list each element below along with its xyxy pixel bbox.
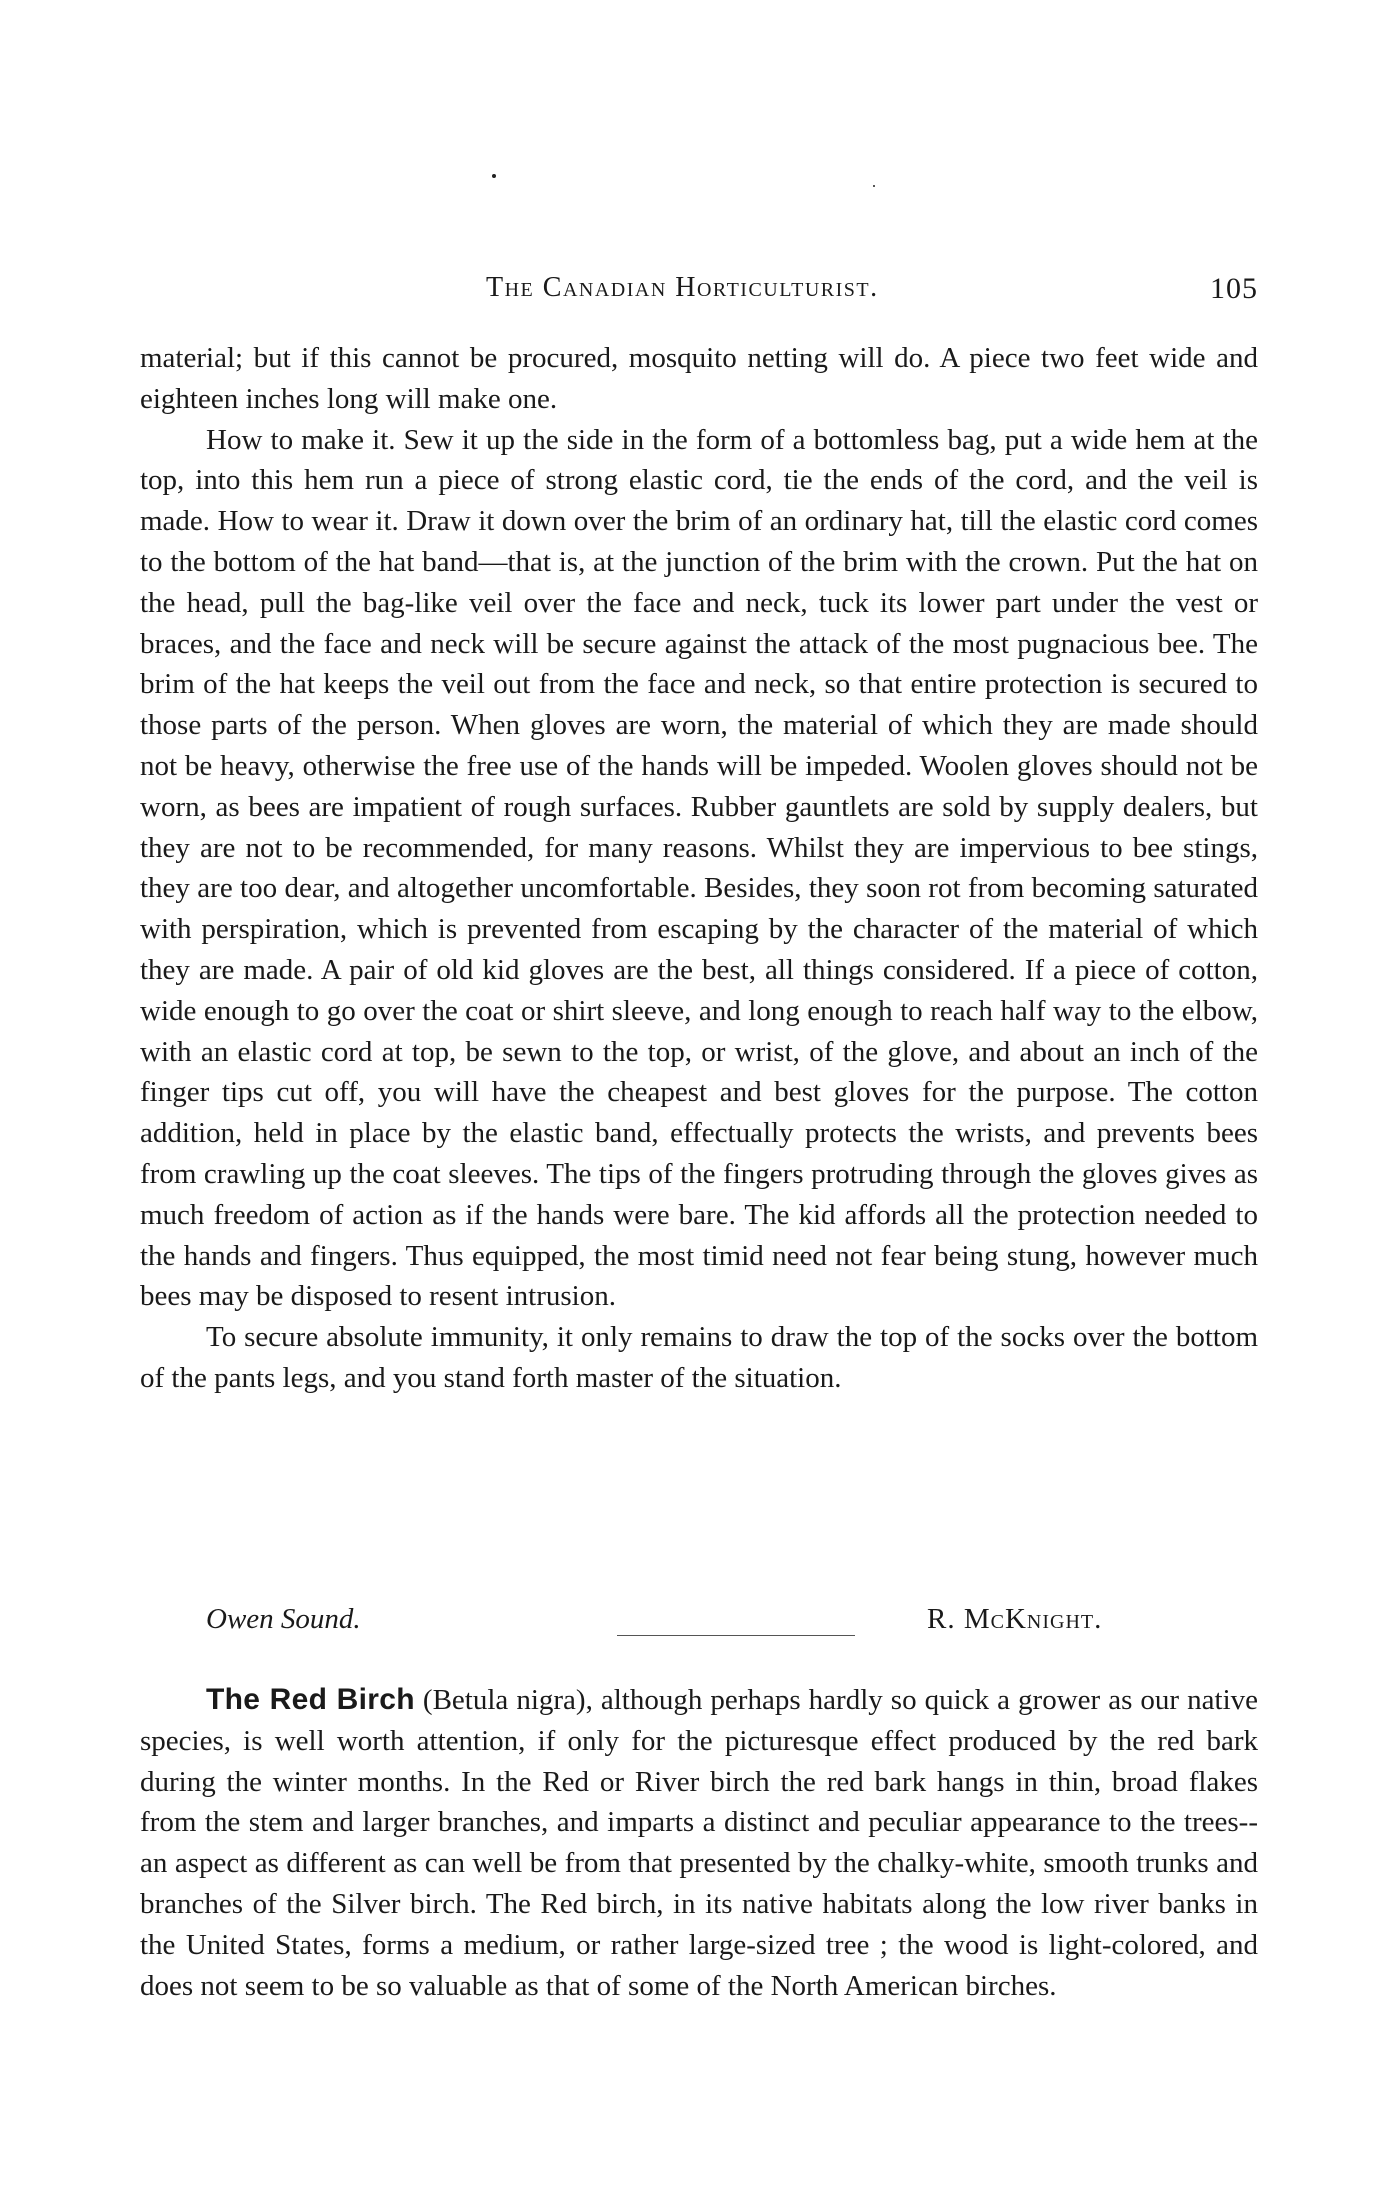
paragraph: material; but if this cannot be procured, mosquito netting will do. A piece two feet wide and eighteen inches long will make one. — [140, 342, 1258, 415]
red-birch-article — [140, 1680, 1258, 2006]
paragraph — [140, 1680, 1258, 2006]
bee-veil-article — [140, 338, 1258, 1399]
paragraph: How to make it. Sew it up the side in the form of a bottomless bag, put a wide hem at the top, into this hem run a piece of strong elastic cord, tie the ends of the cord, and the veil is made. How to wear it. Draw it down over the brim of an ordinary hat, till the elastic cord comes to the bottom of the hat band—that is, at the junction of the brim with the crown. Put the hat on the head, pull the bag-like veil over the face and neck, tuck its lower part under the vest or braces, and the face and neck will be secure against the attack of the most pugnacious bee. The brim of the hat keeps the veil out from the face and neck, so that entire protection is secured to those parts of the person. When gloves are worn, the material of which they are made should not be heavy, otherwise the free use of the hands will be impeded. Woolen gloves should not be worn, as bees are impatient of rough surfaces. Rubber gauntlets are sold by supply dealers, but they are not to be recommended, for many reasons. Whilst they are impervious to bee stings, they are too dear, and altogether uncomfortable. Besides, they soon rot from becoming saturated with perspiration, which is prevented from escaping by the character of the material of which they are made. A pair of old kid gloves are the best, all things considered. If a piece of cotton, wide enough to go over the coat or shirt sleeve, and long enough to reach half way to the elbow, with an elastic cord at top, be sewn to the top, or wrist, of the glove, and about an inch of the finger tips cut off, you will have the cheapest and best gloves for the purpose. The cotton addition, held in place by the elastic band, effectually protects the wrists, and prevents bees from crawling up the coat sleeves. The tips of the fingers protruding through the gloves gives as much freedom of action as if the hands were bare. The kid affords all the protection needed to the hands and fingers. Thus equipped, the most timid need not fear being stung, however much bees may be disposed to resent intrusion. — [140, 423, 1258, 1313]
article-signoff — [140, 1603, 1258, 1647]
ink-speck — [873, 185, 875, 187]
running-head: The Canadian Horticulturist. — [486, 272, 879, 303]
place-name: Owen Sound. — [206, 1603, 361, 1635]
section-divider — [617, 1635, 855, 1636]
page-header — [140, 272, 1258, 316]
ink-speck — [492, 174, 496, 178]
author-name: R. McKnight. — [927, 1603, 1103, 1635]
page-number: 105 — [1210, 272, 1258, 305]
article-body: (Betula nigra), although perhaps hardly so quick a grower as our native species, is well worth attention, if only for the picturesque effect produced by the red bark during the winter months. In the Red or River birch the red bark hangs in thin, broad flakes from the stem and larger branches, and imparts a distinct and peculiar appearance to the trees--an aspect as different as can well be from that presented by the chalky-white, smooth trunks and branches of the Silver birch. The Red birch, in its native habitats along the low river banks in the United States, forms a medium, or rather large-sized tree ; the wood is light-colored, and does not seem to be so valuable as that of some of the North American birches. — [140, 1684, 1258, 2002]
article-title: The Red Birch — [206, 1683, 415, 1716]
paragraph: To secure absolute immunity, it only remains to draw the top of the socks over the bottom of the pants legs, and you stand forth master of the situation. — [140, 1321, 1258, 1394]
